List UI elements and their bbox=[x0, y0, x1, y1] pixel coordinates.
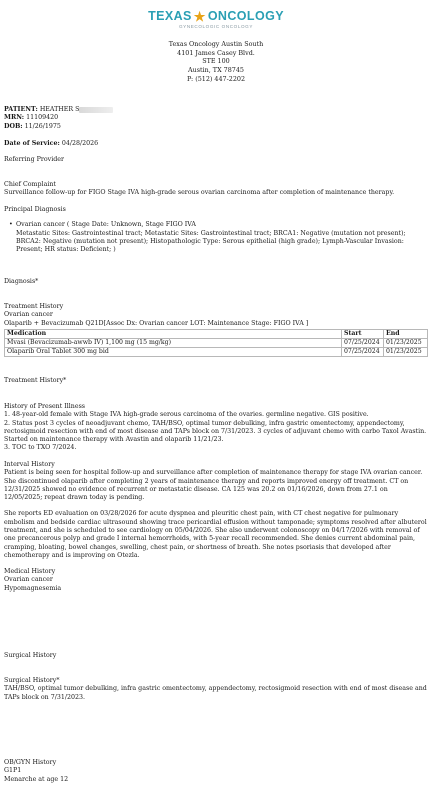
table-cell: 01/23/2025 bbox=[384, 348, 428, 357]
address-line: 4101 James Casey Blvd. bbox=[177, 48, 255, 57]
interval-history-paragraph: Patient is being seen for hospital follow-up and surveillance after completion of maintenance therapy for stage IVA ovarian cancer. She discontinued olaparib after completing 2 years of maintenance therapy and reports improved energy off treatment. CT on 12/31/2025 showed no evidence of recurrent or metastatic disease. CA 125 was 20.2 on 01/16/2026, down from 27.1 on 12/05/2025; repeat drawn today is pending. bbox=[4, 469, 423, 502]
surgical-history-heading: Surgical History bbox=[4, 652, 57, 659]
dob-value: 11/26/1975 bbox=[24, 122, 61, 130]
column-header: Medication bbox=[5, 329, 342, 338]
interval-history-heading: Interval History bbox=[4, 461, 55, 468]
treatment-history-star-heading: Treatment History* bbox=[4, 377, 67, 384]
patient-name: HEATHER S bbox=[39, 106, 80, 113]
logo-left-text: TEXAS bbox=[148, 9, 192, 23]
mrn-label: MRN: bbox=[4, 114, 25, 122]
mrn-value: 11109420 bbox=[26, 114, 59, 122]
medical-history bbox=[4, 568, 428, 593]
medical-history-item: Ovarian cancer bbox=[4, 576, 53, 584]
table-cell: Olaparib Oral Tablet 300 mg bid bbox=[5, 348, 342, 357]
diagnosis-title: • Ovarian cancer ( Stage Date: Unknown, Stage FIGO IVA bbox=[16, 221, 196, 229]
dob-label: DOB: bbox=[4, 122, 23, 130]
star-icon: ★ bbox=[193, 8, 206, 24]
texas-oncology-logo bbox=[0, 8, 432, 30]
chief-complaint-heading: Chief Complaint bbox=[4, 181, 56, 188]
referring-provider: Referring Provider bbox=[4, 156, 65, 163]
table-cell: 01/23/2025 bbox=[384, 339, 428, 348]
patient-label: PATIENT: bbox=[4, 106, 38, 113]
table-row bbox=[5, 348, 428, 357]
logo-wordmark bbox=[148, 8, 284, 25]
dos-label: Date of Service: bbox=[4, 140, 60, 147]
diagnosis-item bbox=[16, 221, 428, 254]
table-cell: 07/25/2024 bbox=[342, 339, 384, 348]
obgyn-history-heading: OB/GYN History bbox=[4, 759, 57, 766]
table-cell: 07/25/2024 bbox=[342, 348, 384, 357]
hpi-line: 1. 48-year-old female with Stage IVA high-grade serous carcinoma of the ovaries. germline negative. GIS positive. bbox=[4, 411, 369, 419]
logo-right-text: ONCOLOGY bbox=[207, 9, 284, 23]
dos-value: 04/28/2026 bbox=[61, 140, 99, 147]
medical-history-item: Hypomagnesemia bbox=[4, 584, 62, 592]
surgical-history bbox=[4, 677, 428, 702]
interval-history bbox=[4, 461, 428, 560]
medical-history-heading: Medical History bbox=[4, 568, 56, 575]
treatment-line: Ovarian cancer bbox=[4, 311, 53, 319]
hpi-line: 2. Status post 3 cycles of neoadjuvant chemo, TAH/BSO, optimal tumor debulking, infra gastric omentectomy, appendectomy, rectosigmoid resection with end of most disease and TAPs block on 7/31/2023. 3 cycles of adjuvant chemo with carbo Taxol Avastin. Started on maintenance therapy with Avastin and olaparib 11/21/23. bbox=[4, 419, 427, 444]
column-header: End bbox=[384, 329, 428, 338]
obgyn-line: G1P1 bbox=[4, 767, 22, 775]
obgyn-history bbox=[4, 759, 428, 784]
table-row bbox=[5, 339, 428, 348]
redaction-block bbox=[79, 107, 113, 113]
principal-diagnosis-heading: Principal Diagnosis bbox=[4, 206, 66, 213]
surgical-history-star-heading: Surgical History* bbox=[4, 677, 60, 684]
address-line: Austin, TX 78745 bbox=[188, 65, 244, 74]
hpi-line: 3. TOC to TXO 7/2024. bbox=[4, 444, 77, 452]
date-of-service bbox=[4, 140, 428, 148]
interval-history-paragraph: She reports ED evaluation on 03/28/2026 for acute dyspnea and pleuritic chest pain, with CT chest negative for pulmonary embolism and bedside cardiac ultrasound showing trace pericardial effusion without tamponade; symptoms resolved after albuterol treatment, and she is scheduled to see cardiology on 05/04/2026. She also underwent colonoscopy on 04/17/2026 with removal of one precancerous polyp and grade I internal hemorrhoids, with 5-year recall recommended. She denies current abdominal pain, cramping, bloating, bowel changes, swelling, chest pain, or shortness of breath. She notes psoriasis that developed after chemotherapy and is improving on Otezla. bbox=[4, 510, 427, 559]
diagnosis-star-heading: Diagnosis* bbox=[4, 278, 39, 285]
treatment-history-heading: Treatment History bbox=[4, 303, 64, 310]
treatment-history bbox=[4, 303, 428, 357]
diagnosis-detail: Metastatic Sites: Gastrointestinal tract; Metastatic Sites: Gastrointestinal tract; BRCA1: Negative (mutation not present); BRCA2: Negative (mutation not present); Histopathologic Type: Serous epithelial (high grade); Lymph-Vascular Invasion: Present; HR status: Deficient; ) bbox=[16, 229, 406, 254]
treatment-regimen: Olaparib + Bevacizumab Q21D[Assoc Dx: Ovarian cancer LOT: Maintenance Stage: FIGO IVA ] bbox=[4, 319, 309, 327]
chief-complaint-text: Surveillance follow-up for FIGO Stage IVA high-grade serous ovarian carcinoma after completion of maintenance therapy. bbox=[4, 189, 395, 197]
table-header-row bbox=[5, 329, 428, 338]
hpi-heading: History of Present Illness bbox=[4, 403, 86, 410]
column-header: Start bbox=[342, 329, 384, 338]
clinic-address bbox=[0, 40, 432, 83]
chief-complaint bbox=[4, 181, 428, 198]
principal-diagnosis bbox=[4, 206, 428, 254]
address-line: P: (512) 447-2202 bbox=[186, 74, 246, 83]
obgyn-line: Menarche at age 12 bbox=[4, 775, 69, 783]
address-line: STE 100 bbox=[202, 57, 230, 66]
surgical-history-text: TAH/BSO, optimal tumor debulking, infra gastric omentectomy, appendectomy, rectosigmoid resection with end of most disease and TAPs block on 7/31/2023. bbox=[4, 685, 427, 701]
table-cell: Mvasi (Bevacizumab-awwb IV) 1,100 mg (15 mg/kg) bbox=[5, 339, 342, 348]
medication-table bbox=[4, 329, 428, 358]
diagnosis-list bbox=[4, 221, 428, 254]
address-line: Texas Oncology Austin South bbox=[168, 40, 264, 48]
patient-info bbox=[4, 106, 428, 131]
logo-subtitle: GYNECOLOGIC ONCOLOGY bbox=[178, 23, 254, 29]
history-of-present-illness bbox=[4, 403, 428, 453]
